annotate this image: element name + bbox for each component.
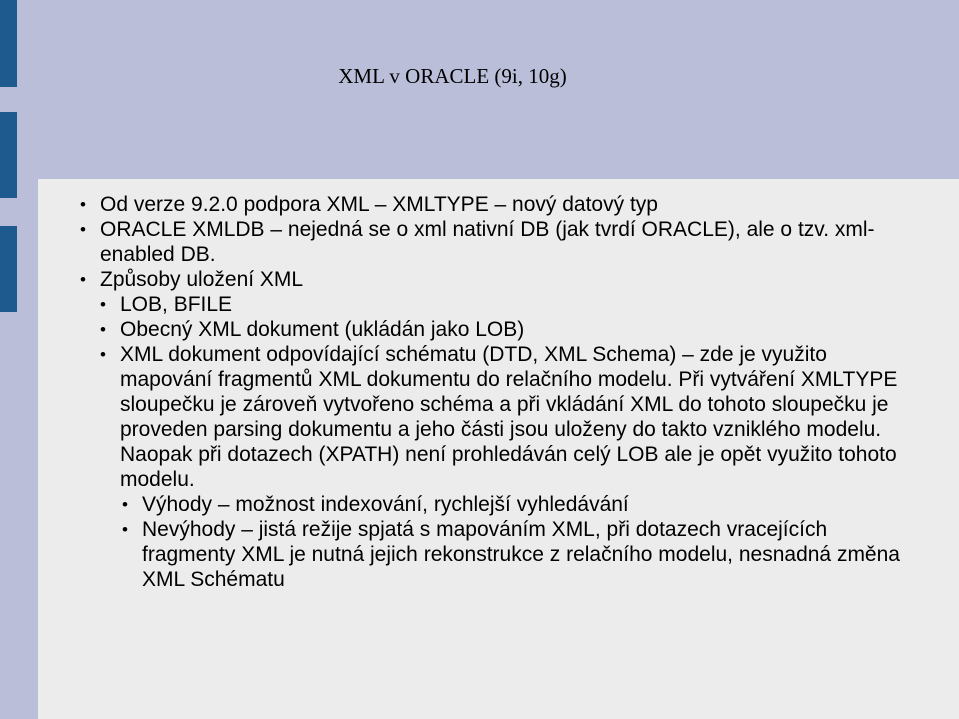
bullet-text: ORACLE XMLDB – nejedná se o xml nativní DB (jak tvrdí ORACLE), ale o tzv. xml-enabled DB.	[100, 218, 875, 266]
bullet-icon: •	[80, 220, 86, 239]
content-panel	[38, 179, 959, 719]
bullet-icon: •	[80, 195, 86, 214]
bullet-icon: •	[100, 295, 106, 314]
sidebar-accent-bar-middle	[0, 112, 17, 198]
bullet-icon: •	[100, 345, 106, 364]
bullet-item	[38, 217, 880, 267]
bullet-item	[38, 317, 905, 342]
bullet-item	[38, 492, 922, 517]
bullet-item	[38, 292, 905, 317]
bullet-text: Od verze 9.2.0 podpora XML – XMLTYPE – nový datový typ	[100, 193, 658, 216]
bullet-text: Výhody – možnost indexování, rychlejší vyhledávání	[142, 493, 629, 516]
bullet-item	[38, 192, 959, 217]
bullet-text: Obecný XML dokument (ukládán jako LOB)	[120, 318, 525, 341]
sidebar-accent-bar-bottom	[0, 226, 17, 312]
bullet-list	[38, 179, 959, 592]
bullet-icon: •	[100, 320, 106, 339]
bullet-item	[38, 342, 905, 492]
bullet-item	[38, 517, 922, 592]
bullet-icon: •	[122, 520, 128, 539]
bullet-text: XML dokument odpovídající schématu (DTD, XML Schema) – zde je využito mapování fragmentů XML dokumentu do relačního modelu. Při vytváření XMLTYPE sloupečku je zároveň vytvořeno schéma a při vkládání XML do tohoto sloupečku je proveden parsing dokumentu a jeho části jsou uloženy do takto vzniklého modelu. Naopak při dotazech (XPATH) není prohledáván celý LOB ale je opět využito tohoto modelu.	[120, 343, 898, 491]
bullet-text: LOB, BFILE	[120, 293, 233, 316]
bullet-icon: •	[80, 270, 86, 289]
bullet-text: Nevýhody – jistá režije spjatá s mapováním XML, při dotazech vracejících fragmenty XML je nutná jejich rekonstrukce z relačního modelu, nesnadná změna XML Schématu	[142, 518, 900, 591]
bullet-item	[38, 267, 959, 292]
bullet-text: Způsoby uložení XML	[100, 268, 304, 291]
bullet-icon: •	[122, 495, 128, 514]
slide-title: XML v ORACLE (9i, 10g)	[338, 64, 567, 88]
